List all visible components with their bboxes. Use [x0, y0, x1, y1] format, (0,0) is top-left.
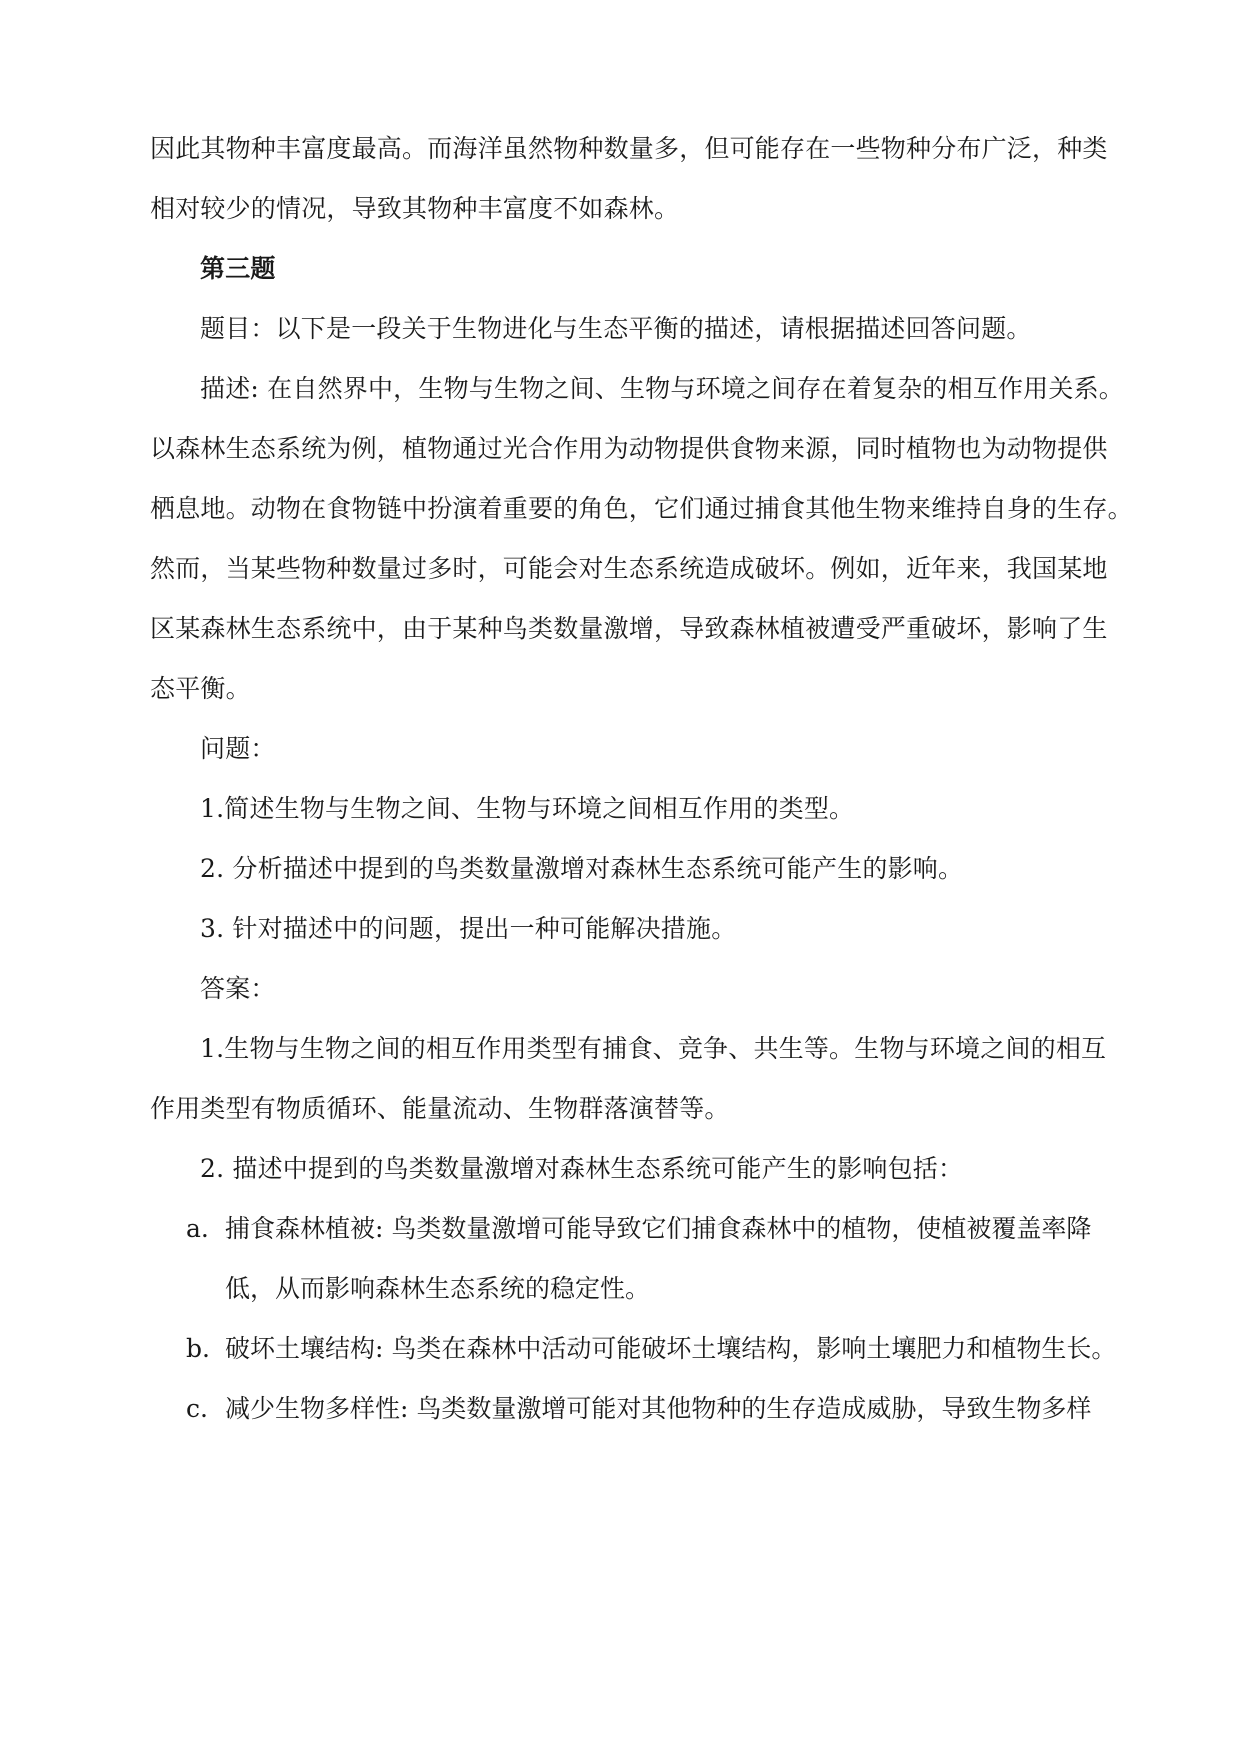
- question-item: 2. 分析描述中提到的鸟类数量激增对森林生态系统可能产生的影响。: [200, 854, 964, 883]
- list-marker: a.: [186, 1214, 209, 1243]
- description-line-5: 区某森林生态系统中，由于某种鸟类数量激增，导致森林植被遭受严重破坏，影响了生: [150, 614, 1108, 643]
- effect-b-line-1: 破坏土壤结构: 鸟类在森林中活动可能破坏土壤结构，影响土壤肥力和植物生长。: [225, 1334, 1117, 1363]
- answers-label: 答案：: [200, 974, 276, 1003]
- list-marker: b.: [186, 1334, 210, 1363]
- description-line-6: 态平衡。: [150, 674, 251, 703]
- effect-a-line-2: 低，从而影响森林生态系统的稳定性。: [225, 1274, 651, 1303]
- paragraph-continuation-line-2: 相对较少的情况，导致其物种丰富度不如森林。: [150, 194, 680, 223]
- list-marker: c.: [186, 1394, 208, 1423]
- paragraph-continuation-line-1: 因此其物种丰富度最高。而海洋虽然物种数量多，但可能存在一些物种分布广泛，种类: [150, 134, 1108, 163]
- section-title: 第三题: [200, 254, 276, 283]
- question-intro: 题目：以下是一段关于生物进化与生态平衡的描述，请根据描述回答问题。: [200, 314, 1032, 343]
- effect-a-line-1: 捕食森林植被: 鸟类数量激增可能导致它们捕食森林中的植物，使植被覆盖率降: [225, 1214, 1092, 1243]
- description-line-1: 描述: 在自然界中，生物与生物之间、生物与环境之间存在着复杂的相互作用关系。: [200, 374, 1124, 403]
- description-line-2: 以森林生态系统为例，植物通过光合作用为动物提供食物来源，同时植物也为动物提供: [150, 434, 1108, 463]
- effect-c-line-1: 减少生物多样性: 鸟类数量激增可能对其他物种的生存造成威胁，导致生物多样: [225, 1394, 1092, 1423]
- answer-2-intro: 2. 描述中提到的鸟类数量激增对森林生态系统可能产生的影响包括：: [200, 1154, 964, 1183]
- description-line-3: 栖息地。动物在食物链中扮演着重要的角色，它们通过捕食其他生物来维持自身的生存。: [150, 494, 1133, 523]
- question-item: 1.简述生物与生物之间、生物与环境之间相互作用的类型。: [200, 794, 855, 823]
- questions-label: 问题：: [200, 734, 276, 763]
- description-line-4: 然而，当某些物种数量过多时，可能会对生态系统造成破坏。例如，近年来，我国某地: [150, 554, 1108, 583]
- question-item: 3. 针对描述中的问题，提出一种可能解决措施。: [200, 914, 737, 943]
- answer-1-line-1: 1.生物与生物之间的相互作用类型有捕食、竞争、共生等。生物与环境之间的相互: [200, 1034, 1107, 1063]
- answer-1-line-2: 作用类型有物质循环、能量流动、生物群落演替等。: [150, 1094, 730, 1123]
